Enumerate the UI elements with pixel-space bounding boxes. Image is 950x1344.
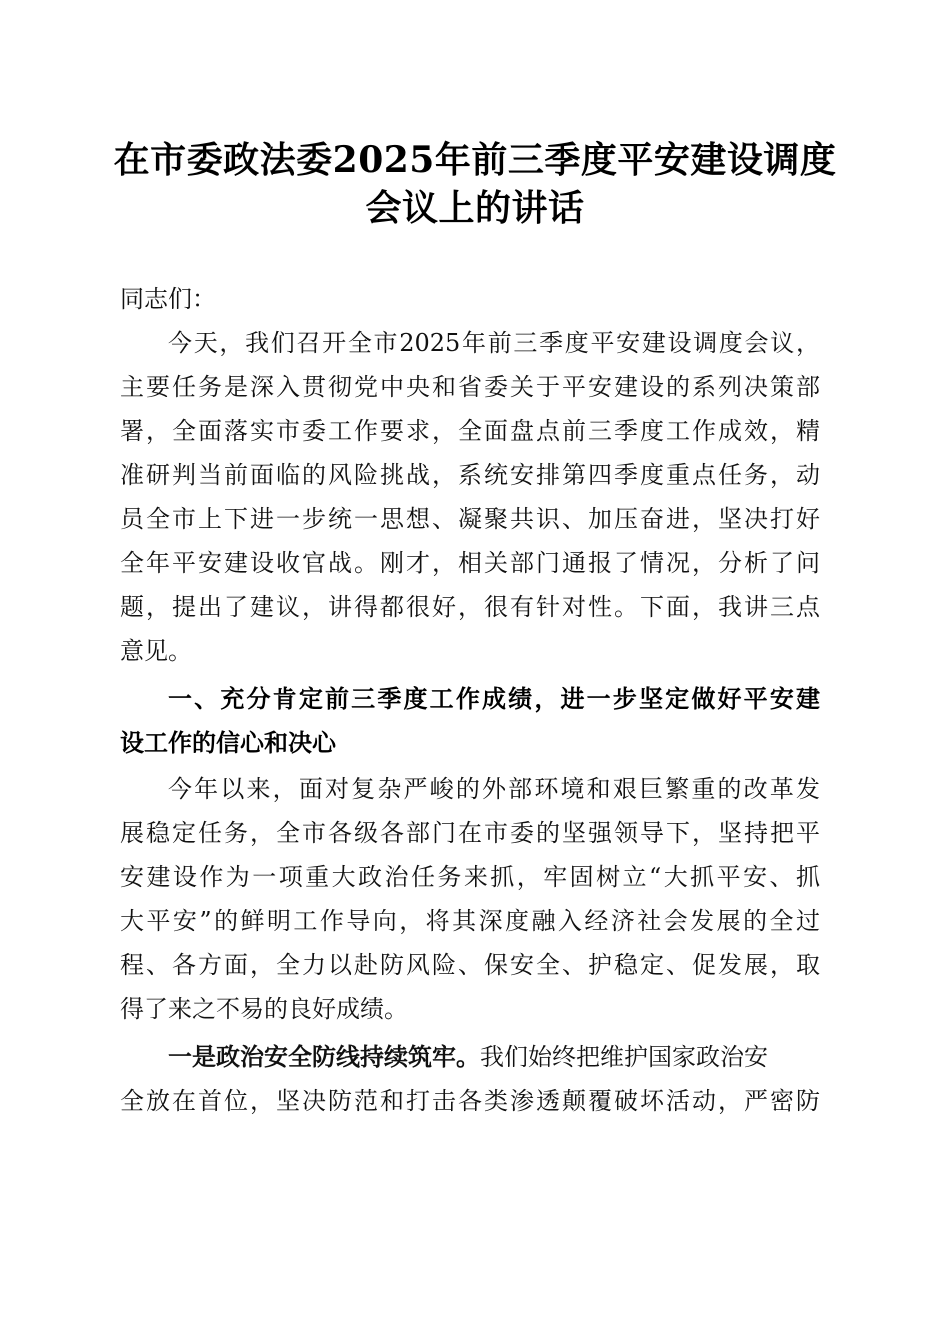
intro-line: 署，全面落实市委工作要求，全面盘点前三季度工作成效，精 [120, 417, 820, 445]
document-title-line-1: 在市委政法委2025年前三季度平安建设调度 [113, 139, 837, 181]
section-heading-1-line: 一、充分肯定前三季度工作成绩，进一步坚定做好平安建 [168, 685, 820, 713]
paragraph-lead-phrase: 一是政治安全防线持续筑牢。 [168, 1043, 480, 1071]
paragraph-line [168, 1035, 820, 1079]
document-title-line-2: 会议上的讲话 [365, 187, 585, 229]
paragraph-line: 大平安”的鲜明工作导向，将其深度融入经济社会发展的全过 [120, 907, 820, 935]
intro-line: 主要任务是深入贯彻党中央和省委关于平安建设的系列决策部 [120, 373, 820, 401]
intro-line: 准研判当前面临的风险挑战，系统安排第四季度重点任务，动 [120, 461, 820, 489]
paragraph-line: 展稳定任务，全市各级各部门在市委的坚强领导下，坚持把平 [120, 819, 820, 847]
intro-line: 员全市上下进一步统一思想、凝聚共识、加压奋进，坚决打好 [120, 505, 820, 533]
paragraph-text: 我们始终把维护国家政治安 [480, 1043, 768, 1071]
section-heading-1-line: 设工作的信心和决心 [120, 729, 336, 757]
paragraph-line: 安建设作为一项重大政治任务来抓，牢固树立“大抓平安、抓 [120, 863, 820, 891]
salutation: 同志们： [120, 285, 216, 313]
intro-line: 题，提出了建议，讲得都很好，很有针对性。下面，我讲三点 [120, 593, 820, 621]
intro-line: 全年平安建设收官战。刚才，相关部门通报了情况，分析了问 [120, 549, 820, 577]
intro-line: 意见。 [120, 637, 192, 665]
intro-line: 今天，我们召开全市2025年前三季度平安建设调度会议， [168, 329, 820, 357]
paragraph-line: 全放在首位，坚决防范和打击各类渗透颠覆破坏活动，严密防 [120, 1087, 820, 1115]
paragraph-line: 今年以来，面对复杂严峻的外部环境和艰巨繁重的改革发 [168, 775, 820, 803]
paragraph-line: 得了来之不易的良好成绩。 [120, 995, 408, 1023]
paragraph-line: 程、各方面，全力以赴防风险、保安全、护稳定、促发展，取 [120, 951, 820, 979]
